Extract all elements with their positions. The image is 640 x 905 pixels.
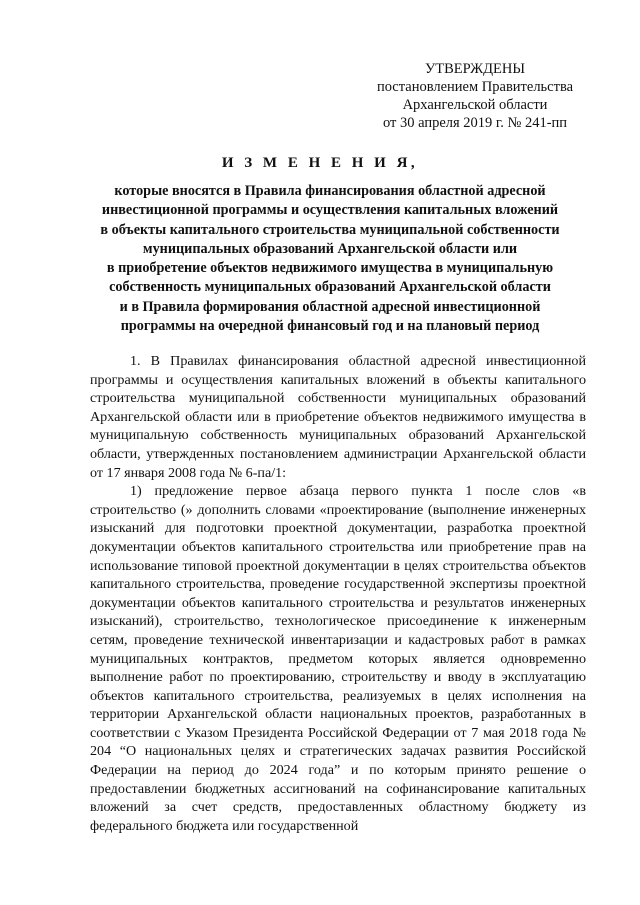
- document-body: [90, 352, 586, 835]
- subtitle-line: программы на очередной финансовый год и на плановый период: [120, 318, 540, 335]
- subtitle-line: инвестиционной программы и осуществления капитальных вложений: [101, 202, 559, 219]
- body-paragraph: 1. В Правилах финансирования областной адресной инвестиционной программы и осуществления капитальных вложений в объекты капитального строительства муниципальной собственности муниципальных образований Архангельской области или в приобретение объектов недвижимого имущества в муниципальную собственность муниципальных образований Архангельской области, утвержденных постановлением администрации Архангельской области от 17 января 2008 года № 6-па/1:: [90, 353, 586, 481]
- body-paragraph: 1) предложение первое абзаца первого пункта 1 после слов «в строительство (» дополнить словами «проектирование (выполнение инженерных изысканий для подготовки проектной документации, разработка проектной документации объектов капитального строительства или приобретение прав на использование типовой проектной документации в целях строительства объектов капитального строительства, проведение государственной экспертизы проектной документации объектов капитального строительства и результатов инженерных изысканий), строительство, технологическое присоединение к инженерным сетям, проведение технической инвентаризации и кадастровых работ в рамках муниципальных контрактов, предметом которых является одновременно выполнение работ по проектированию, строительству и вводу в эксплуатацию объектов капитального строительства, реализуемых в целях исполнения на территории Архангельской области национальных проектов, разработанных в соответствии с Указом Президента Российской Федерации от 7 мая 2018 года № 204 “О национальных целях и стратегических задачах развития Российской Федерации на период до 2024 года” и по которым принято решение о предоставлении бюджетных ассигнований на софинансирование капитальных вложений за счет средств, предоставленных областному бюджету из федерального бюджета или государственной: [90, 483, 586, 834]
- subtitle-line: которые вносятся в Правила финансирования областной адресной: [114, 183, 546, 199]
- approval-stamp: [360, 60, 590, 132]
- approval-line: Архангельской области: [402, 97, 548, 113]
- subtitle-line: в объекты капитального строительства муниципальной собственности: [100, 221, 560, 238]
- subtitle-line: в приобретение объектов недвижимого имущества в муниципальную: [106, 260, 554, 277]
- subtitle-line: муниципальных образований Архангельской области или: [142, 240, 518, 257]
- subtitle-line: собственность муниципальных образований Архангельской области: [109, 279, 551, 296]
- subtitle-line: и в Правила формирования областной адресной инвестиционной: [119, 298, 541, 315]
- approval-line: УТВЕРЖДЕНЫ: [424, 61, 526, 77]
- approval-line: постановлением Правительства: [376, 79, 574, 95]
- document-subtitle: [70, 182, 590, 336]
- approval-date-line: от 30 апреля 2019 г. № 241-пп: [382, 115, 568, 131]
- document-title: И З М Е Н Е Н И Я,: [221, 155, 419, 171]
